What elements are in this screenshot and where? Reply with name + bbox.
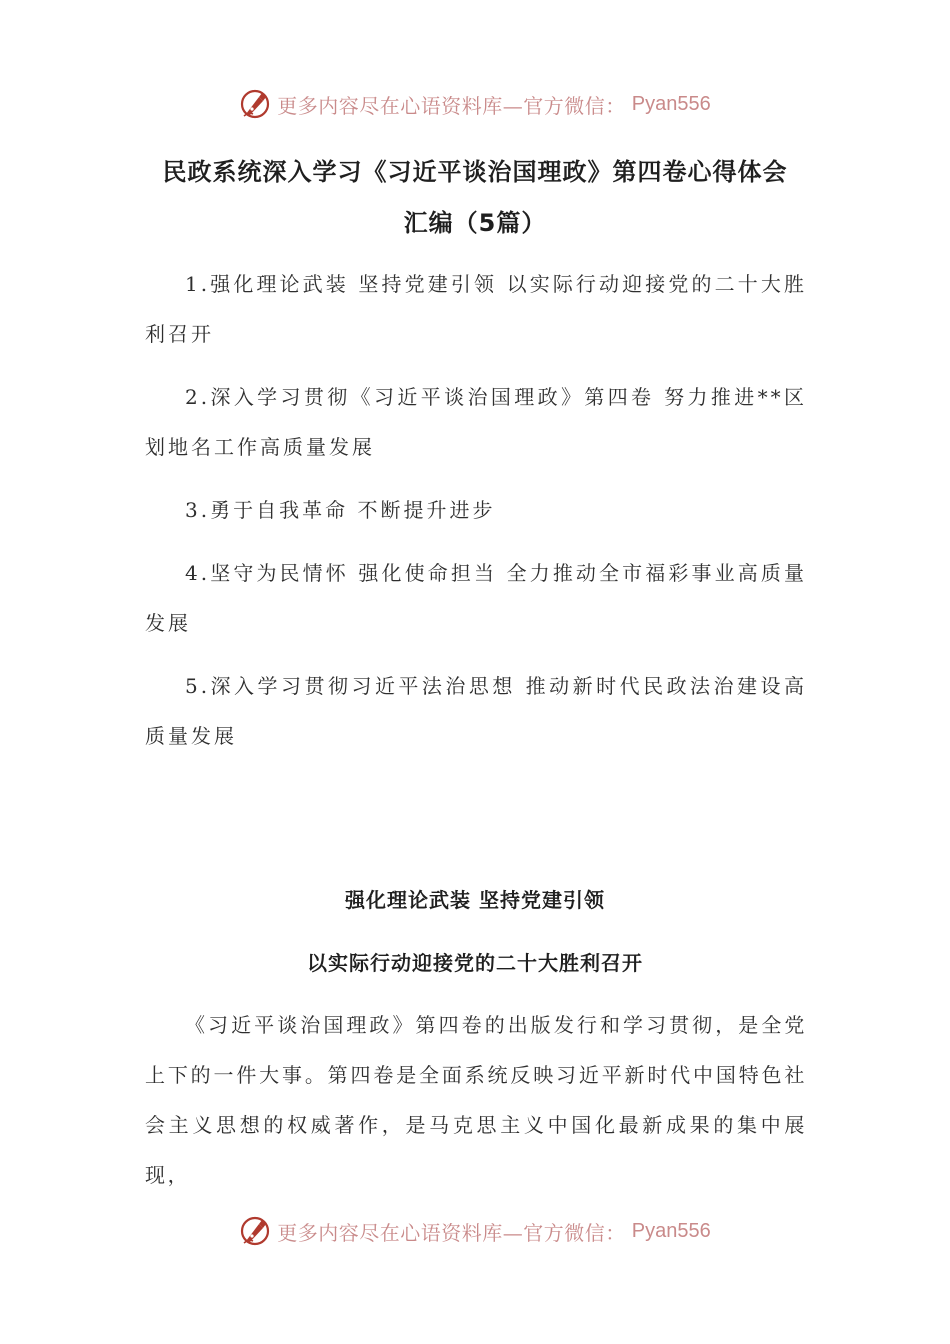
pen-nib-logo-icon [239,1215,271,1247]
watermark-inner [239,1215,710,1247]
toc-item-2: 2.深入学习贯彻《习近平谈治国理政》第四卷 努力推进**区划地名工作高质量发展 [145,385,807,459]
toc-item-3: 3.勇于自我革命 不断提升进步 [185,498,496,522]
article-heading-line1: 强化理论武装 坚持党建引领 [345,888,605,912]
document-title-line2: 汇编（5篇） [403,209,547,237]
document-title-line1: 民政系统深入学习《习近平谈治国理政》第四卷心得体会 [162,158,788,186]
article-heading-line2: 以实际行动迎接党的二十大胜利召开 [307,951,643,975]
pen-nib-logo-icon [239,88,271,120]
toc-item-4: 4.坚守为民情怀 强化使命担当 全力推动全市福彩事业高质量发展 [145,561,807,635]
footer-watermark [0,1211,950,1251]
toc-item-1: 1.强化理论武装 坚持党建引领 以实际行动迎接党的二十大胜利召开 [145,272,807,346]
header-watermark [0,84,950,124]
toc-item-5: 5.深入学习贯彻习近平法治思想 推动新时代民政法治建设高质量发展 [145,674,807,748]
watermark-inner [239,88,710,120]
watermark-text: 更多内容尽在心语资料库—官方微信： [277,1220,626,1245]
watermark-wechat-id: Pyan556 [631,1219,711,1242]
watermark-text: 更多内容尽在心语资料库—官方微信： [277,93,626,118]
article-paragraph: 《习近平谈治国理政》第四卷的出版发行和学习贯彻，是全党上下的一件大事。第四卷是全面系统反映习近平新时代中国特色社会主义思想的权威著作，是马克思主义中国化最新成果的集中展现， [145,1013,807,1187]
watermark-wechat-id: Pyan556 [631,92,711,115]
